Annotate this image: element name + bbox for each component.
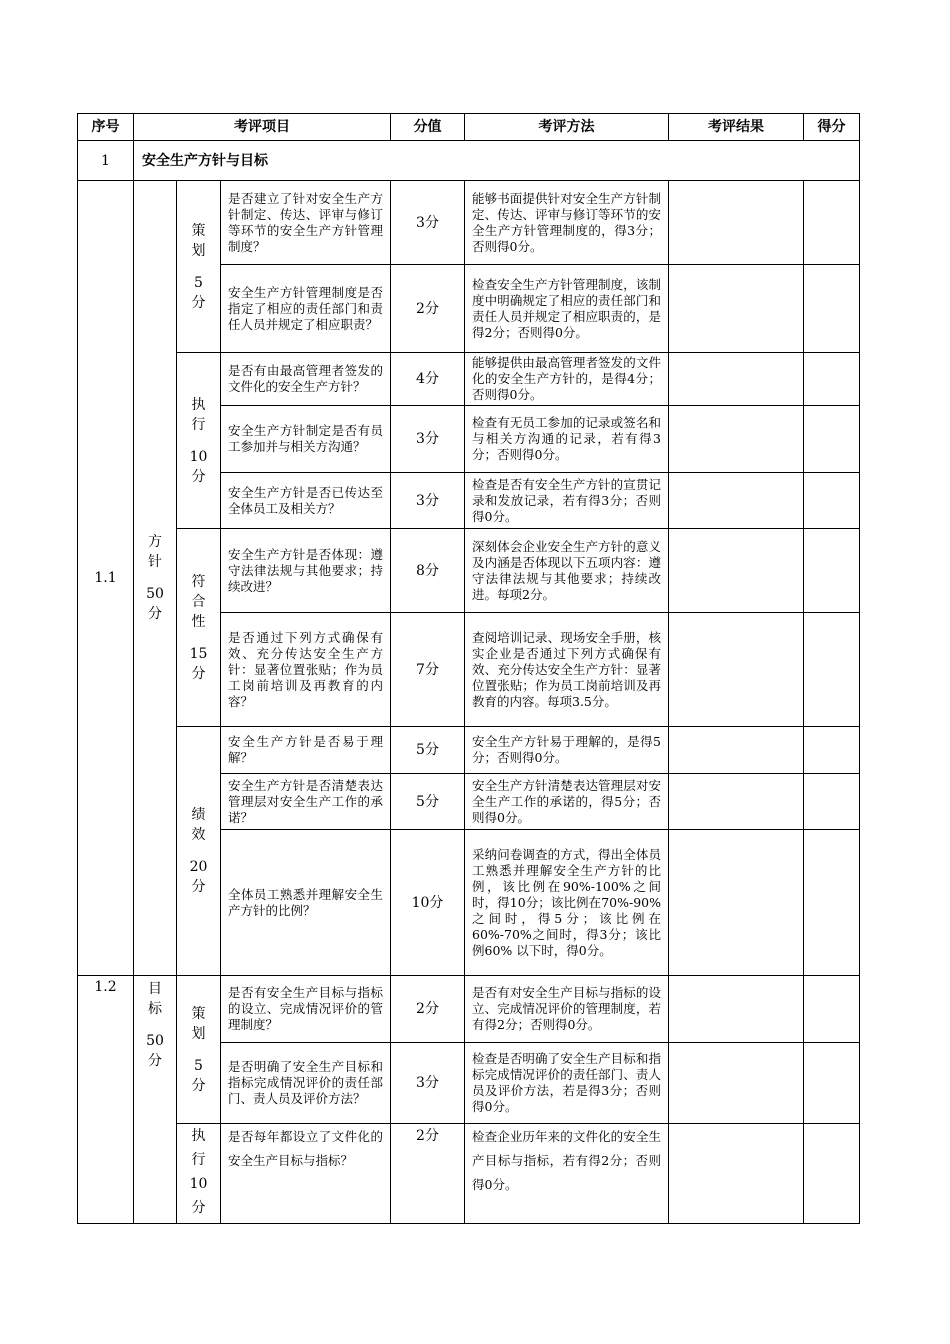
section-title: 安全生产方针与目标 bbox=[134, 141, 860, 181]
item-method: 安全生产方针清楚表达管理层对安全生产工作的承诺的，得5分；否则得0分。 bbox=[465, 774, 669, 830]
header-score: 分值 bbox=[391, 114, 465, 141]
section-row bbox=[78, 141, 860, 181]
item-score: 2分 bbox=[391, 1124, 465, 1224]
table-row bbox=[78, 529, 860, 613]
points-cell[interactable] bbox=[804, 406, 860, 473]
item-score: 5分 bbox=[391, 727, 465, 774]
header-seq: 序号 bbox=[78, 114, 134, 141]
points-cell[interactable] bbox=[804, 265, 860, 353]
result-cell[interactable] bbox=[669, 353, 804, 406]
table-row bbox=[78, 1124, 860, 1224]
subsection-seq: 1.1 bbox=[78, 181, 134, 976]
item-method: 安全生产方针易于理解的，是得5分；否则得0分。 bbox=[465, 727, 669, 774]
header-method: 考评方法 bbox=[465, 114, 669, 141]
item-text: 全体员工熟悉并理解安全生产方针的比例？ bbox=[221, 830, 391, 976]
item-method: 检查是否有安全生产方针的宣贯记录和发放记录，若有得3分；否则得0分。 bbox=[465, 473, 669, 529]
item-score: 2分 bbox=[391, 265, 465, 353]
item-text: 安全生产方针是否易于理解？ bbox=[221, 727, 391, 774]
result-cell[interactable] bbox=[669, 529, 804, 613]
item-score: 10分 bbox=[391, 830, 465, 976]
result-cell[interactable] bbox=[669, 830, 804, 976]
result-cell[interactable] bbox=[669, 976, 804, 1043]
item-score: 8分 bbox=[391, 529, 465, 613]
item-text: 是否有安全生产目标与指标的设立、完成情况评价的管理制度？ bbox=[221, 976, 391, 1043]
category-execution: 执 行 10 分 bbox=[177, 1124, 221, 1224]
result-cell[interactable] bbox=[669, 1043, 804, 1124]
item-score: 3分 bbox=[391, 406, 465, 473]
item-method: 深刻体会企业安全生产方针的意义及内涵是否体现以下五项内容：遵守法律法规与其他要求；持续改进。每项2分。 bbox=[465, 529, 669, 613]
item-text: 是否每年都设立了文件化的安全生产目标与指标？ bbox=[221, 1124, 391, 1224]
item-method: 检查有无员工参加的记录或签名和与相关方沟通的记录，若有得3分；否则得0分。 bbox=[465, 406, 669, 473]
item-score: 2分 bbox=[391, 976, 465, 1043]
item-score: 3分 bbox=[391, 181, 465, 265]
item-text: 安全生产方针制定是否有员工参加并与相关方沟通？ bbox=[221, 406, 391, 473]
item-text: 安全生产方针管理制度是否指定了相应的责任部门和责任人员并规定了相应职责？ bbox=[221, 265, 391, 353]
item-text: 安全生产方针是否已传达至全体员工及相关方？ bbox=[221, 473, 391, 529]
points-cell[interactable] bbox=[804, 1124, 860, 1224]
points-cell[interactable] bbox=[804, 976, 860, 1043]
item-method: 采纳问卷调查的方式，得出全体员工熟悉并理解安全生产方针的比例，该比例在90%-100%之间时，得10分；该比例在70%-90%之间时，得5分；该比例在60%-70%之间时，得3分；该比例60% 以下时，得0分。 bbox=[465, 830, 669, 976]
item-method: 检查是否明确了安全生产目标和指标完成情况评价的责任部门、责人员及评价方法，若是得3分；否则得0分。 bbox=[465, 1043, 669, 1124]
item-score: 5分 bbox=[391, 774, 465, 830]
item-method: 能够提供由最高管理者签发的文件化的安全生产方针的，是得4分；否则得0分。 bbox=[465, 353, 669, 406]
table-row bbox=[78, 976, 860, 1043]
item-method: 能够书面提供针对安全生产方针制定、传达、评审与修订等环节的安全生产方针管理制度的，得3分；否则得0分。 bbox=[465, 181, 669, 265]
points-cell[interactable] bbox=[804, 774, 860, 830]
item-score: 3分 bbox=[391, 473, 465, 529]
points-cell[interactable] bbox=[804, 181, 860, 265]
category-performance: 绩 效 20 分 bbox=[177, 727, 221, 976]
header-row bbox=[78, 114, 860, 141]
item-method: 检查企业历年来的文件化的安全生产目标与指标，若有得2分；否则得0分。 bbox=[465, 1124, 669, 1224]
points-cell[interactable] bbox=[804, 529, 860, 613]
section-seq: 1 bbox=[78, 141, 134, 181]
result-cell[interactable] bbox=[669, 473, 804, 529]
item-score: 4分 bbox=[391, 353, 465, 406]
category-planning: 策 划 5 分 bbox=[177, 181, 221, 353]
item-text: 是否建立了针对安全生产方针制定、传达、评审与修订等环节的安全生产方针管理制度？ bbox=[221, 181, 391, 265]
item-method: 是否有对安全生产目标与指标的设立、完成情况评价的管理制度，若有得2分；否则得0分。 bbox=[465, 976, 669, 1043]
evaluation-table bbox=[77, 113, 860, 1224]
item-text: 是否有由最高管理者签发的文件化的安全生产方针？ bbox=[221, 353, 391, 406]
item-method: 检查安全生产方针管理制度，该制度中明确规定了相应的责任部门和责任人员并规定了相应职责的，是得2分；否则得0分。 bbox=[465, 265, 669, 353]
item-score: 7分 bbox=[391, 613, 465, 727]
category-planning: 策 划 5 分 bbox=[177, 976, 221, 1124]
table-row bbox=[78, 727, 860, 774]
category-execution: 执 行 10 分 bbox=[177, 353, 221, 529]
subsection-name: 方 针 50 分 bbox=[134, 181, 177, 976]
points-cell[interactable] bbox=[804, 353, 860, 406]
points-cell[interactable] bbox=[804, 473, 860, 529]
result-cell[interactable] bbox=[669, 406, 804, 473]
points-cell[interactable] bbox=[804, 613, 860, 727]
header-points: 得分 bbox=[804, 114, 860, 141]
points-cell[interactable] bbox=[804, 727, 860, 774]
header-result: 考评结果 bbox=[669, 114, 804, 141]
result-cell[interactable] bbox=[669, 1124, 804, 1224]
category-conformity: 符 合 性 15 分 bbox=[177, 529, 221, 727]
result-cell[interactable] bbox=[669, 613, 804, 727]
result-cell[interactable] bbox=[669, 774, 804, 830]
table-row bbox=[78, 353, 860, 406]
header-item: 考评项目 bbox=[134, 114, 391, 141]
item-method: 查阅培训记录、现场安全手册，核实企业是否通过下列方式确保有效、充分传达安全生产方针：显著位置张贴；作为员工岗前培训及再教育的内容。每项3.5分。 bbox=[465, 613, 669, 727]
subsection-name: 目 标 50 分 bbox=[134, 976, 177, 1224]
item-text: 是否明确了安全生产目标和指标完成情况评价的责任部门、责人员及评价方法？ bbox=[221, 1043, 391, 1124]
table-row bbox=[78, 181, 860, 265]
points-cell[interactable] bbox=[804, 830, 860, 976]
points-cell[interactable] bbox=[804, 1043, 860, 1124]
item-text: 安全生产方针是否清楚表达管理层对安全生产工作的承诺？ bbox=[221, 774, 391, 830]
item-text: 是否通过下列方式确保有效、充分传达安全生产方针：显著位置张贴；作为员工岗前培训及再教育的内容？ bbox=[221, 613, 391, 727]
item-text: 安全生产方针是否体现：遵守法律法规与其他要求；持续改进？ bbox=[221, 529, 391, 613]
result-cell[interactable] bbox=[669, 181, 804, 265]
subsection-seq: 1.2 bbox=[78, 976, 134, 1224]
result-cell[interactable] bbox=[669, 265, 804, 353]
result-cell[interactable] bbox=[669, 727, 804, 774]
item-score: 3分 bbox=[391, 1043, 465, 1124]
